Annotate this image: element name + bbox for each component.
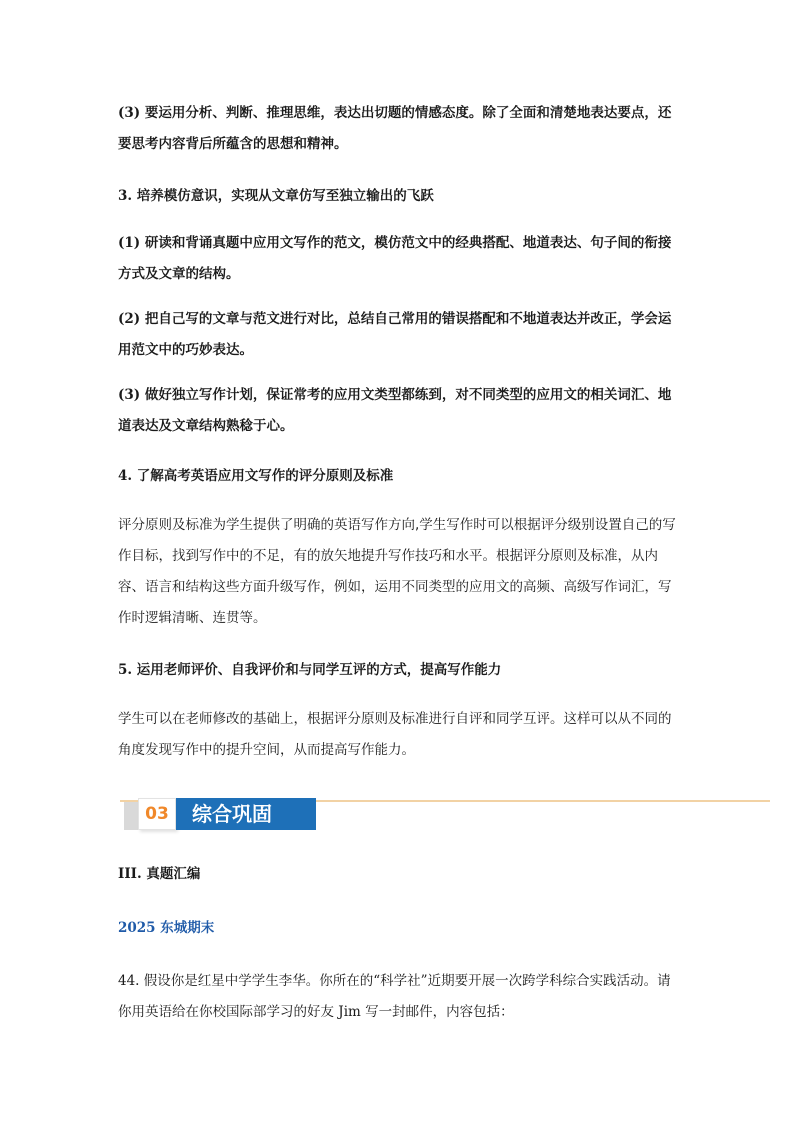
section-number: 03 [138,798,176,830]
section-title: 综合巩固 [176,798,316,830]
paragraph-evaluation: 学生可以在老师修改的基础上，根据评分原则及标准进行自评和同学互评。这样可以从不同的角度发现写作中的提升空间，从而提高写作能力。 [118,711,672,758]
paragraph-imitation-3: (3) 做好独立写作计划，保证常考的应用文类型都练到，对不同类型的应用文的相关词汇、地道表达及文章结构熟稔于心。 [118,387,672,434]
subsection-title: III. 真题汇编 [118,866,201,882]
heading-evaluation: 5. 运用老师评价、自我评价和与同学互评的方式，提高写作能力 [118,662,502,678]
paragraph-imitation-1: (1) 研读和背诵真题中应用文写作的范文，模仿范文中的经典搭配、地道表达、句子间的衔接方式及文章的结构。 [118,235,672,282]
heading-scoring-criteria: 4. 了解高考英语应用文写作的评分原则及标准 [118,468,394,484]
paragraph-point-3-analysis: (3) 要运用分析、判断、推理思维，表达出切题的情感态度。除了全面和清楚地表达要点，还要思考内容背后所蕴含的思想和精神。 [118,105,672,152]
question-44: 44. 假设你是红星中学学生李华。你所在的“科学社”近期要开展一次跨学科综合实践活动。请你用英语给在你校国际部学习的好友 Jim 写一封邮件，内容包括： [118,973,671,1020]
section-banner [120,798,770,834]
exam-source: 2025 东城期末 [118,920,215,936]
paragraph-scoring-criteria: 评分原则及标准为学生提供了明确的英语写作方向,学生写作时可以根据评分级别设置自己的写作目标，找到写作中的不足，有的放矢地提升写作技巧和水平。根据评分原则及标准，从内容、语言和结构这些方面升级写作，例如，运用不同类型的应用文的高频、高级写作词汇，写作时逻辑清晰、连贯等。 [118,517,676,626]
paragraph-imitation-2: (2) 把自己写的文章与范文进行对比，总结自己常用的错误搭配和不地道表达并改正，学会运用范文中的巧妙表达。 [118,311,672,358]
heading-imitation: 3. 培养模仿意识，实现从文章仿写至独立输出的飞跃 [118,188,434,204]
